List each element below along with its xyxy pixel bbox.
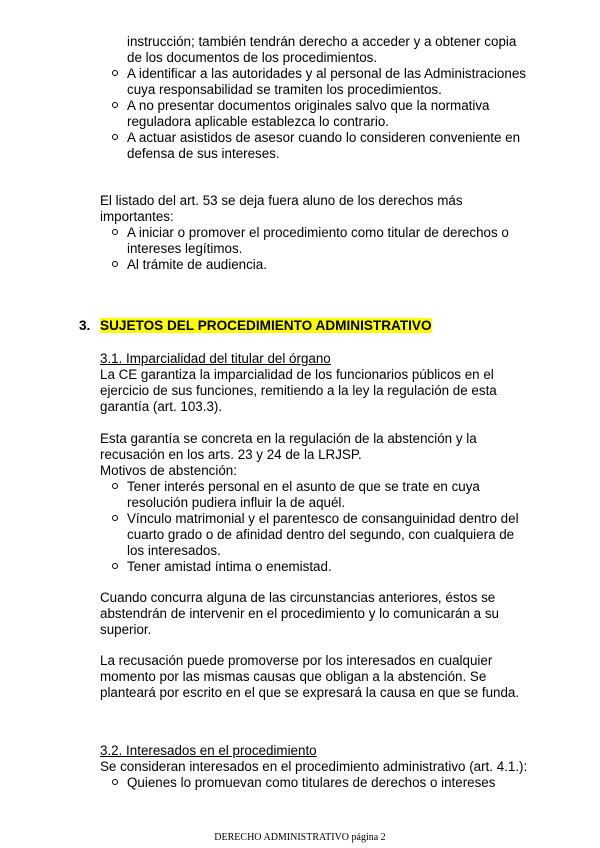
- list-intro: Motivos de abstención:: [100, 463, 237, 478]
- section-title: SUJETOS DEL PROCEDIMIENTO ADMINISTRATIVO: [100, 318, 432, 333]
- list-item: Tener interés personal en el asunto de que se trate en cuya resolución pudiera influir la de aquél.: [100, 479, 530, 511]
- interested-parties-list: [100, 775, 530, 791]
- hollow-bullet-icon: [112, 261, 118, 267]
- list-item: Tener amistad íntima o enemistad.: [100, 559, 530, 575]
- hollow-bullet-icon: [112, 563, 118, 569]
- abstention-block: [100, 431, 530, 575]
- hollow-bullet-icon: [112, 134, 118, 140]
- subsection-title: 3.2. Interesados en el procedimiento: [100, 743, 317, 758]
- list-item: A identificar a las autoridades y al personal de las Administraciones cuya responsabilidad se tramiten los procedimientos.: [100, 66, 530, 98]
- paragraph: La recusación puede promoverse por los interesados en cualquier momento por las mismas causas que obligan a la abstención. Se planteará por escrito en el que se expresará la causa en que se funda.: [100, 653, 520, 700]
- section-heading: [79, 318, 432, 334]
- hollow-bullet-icon: [112, 515, 118, 521]
- hollow-bullet-icon: [112, 779, 118, 785]
- paragraph: La CE garantiza la imparcialidad de los funcionarios públicos en el ejercicio de sus funciones, remitiendo a la ley la regulación de esta garantía (art. 103.3).: [100, 367, 497, 414]
- hollow-bullet-icon: [112, 229, 118, 235]
- list-item: Vínculo matrimonial y el parentesco de consanguinidad dentro del cuarto grado o de afinidad dentro del segundo, con cualquiera de los interesados.: [100, 511, 530, 559]
- rights-list: [100, 66, 530, 162]
- list-item-continuation: instrucción; también tendrán derecho a acceder y a obtener copia de los documentos de los procedimientos.: [127, 34, 517, 65]
- paragraph: Se consideran interesados en el procedimiento administrativo (art. 4.1.):: [100, 759, 528, 774]
- abstention-paragraph: [100, 590, 530, 638]
- art53-block: [100, 193, 530, 273]
- list-item: A no presentar documentos originales salvo que la normativa reguladora aplicable establezca lo contrario.: [100, 98, 530, 130]
- rights-list-continued: [100, 34, 530, 162]
- subsection-3-2: [100, 743, 530, 791]
- art53-intro: El listado del art. 53 se deja fuera aluno de los derechos más importantes:: [100, 193, 463, 224]
- list-item: A iniciar o promover el procedimiento como titular de derechos o intereses legítimos.: [100, 225, 530, 257]
- paragraph: Esta garantía se concreta en la regulación de la abstención y la recusación en los arts. 23 y 24 de la LRJSP.: [100, 431, 477, 462]
- abstention-reasons-list: [100, 479, 530, 575]
- page-footer: DERECHO ADMINISTRATIVO página 2: [214, 832, 386, 843]
- paragraph: Cuando concurra alguna de las circunstancias anteriores, éstos se abstendrán de intervenir en el procedimiento y lo comunicarán a su superior.: [100, 590, 499, 637]
- subsection-title: 3.1. Imparcialidad del titular del órgano: [100, 351, 331, 366]
- recusal-paragraph: [100, 653, 530, 701]
- list-item: A actuar asistidos de asesor cuando lo consideren conveniente en defensa de sus intereses.: [100, 130, 530, 162]
- missing-rights-list: [100, 225, 530, 273]
- hollow-bullet-icon: [112, 70, 118, 76]
- hollow-bullet-icon: [112, 483, 118, 489]
- section-number: 3.: [79, 318, 91, 333]
- subsection-3-1: [100, 351, 530, 415]
- list-item: Quienes lo promuevan como titulares de derechos o intereses: [100, 775, 530, 791]
- hollow-bullet-icon: [112, 102, 118, 108]
- list-item: Al trámite de audiencia.: [100, 257, 530, 273]
